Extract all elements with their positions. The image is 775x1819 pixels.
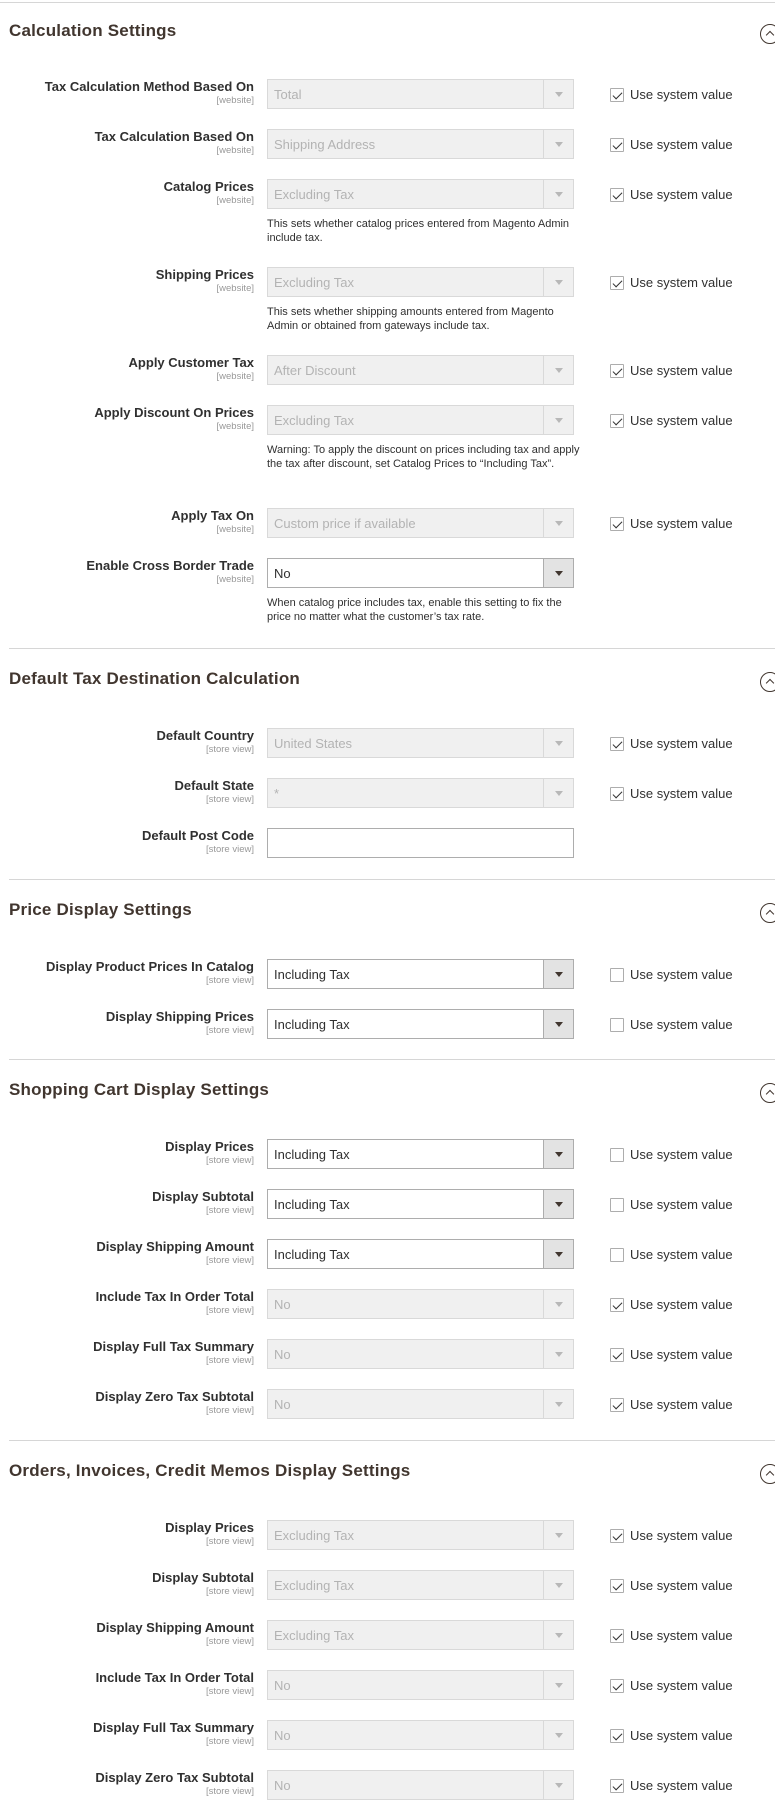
setting-select xyxy=(267,778,574,808)
use-system-value-checkbox[interactable] xyxy=(610,737,624,751)
section-shopping-cart-display-settings xyxy=(0,1059,775,1416)
chevron-down-icon xyxy=(543,1721,573,1749)
setting-label-text: Display Product Prices In Catalog xyxy=(45,959,254,974)
setting-label-text: Apply Discount On Prices xyxy=(94,405,254,420)
select-value: After Discount xyxy=(274,363,356,378)
setting-label-text: Tax Calculation Based On xyxy=(94,129,254,144)
setting-label xyxy=(94,405,254,432)
scope-label: [store view] xyxy=(205,1305,254,1316)
section-title: Default Tax Destination Calculation xyxy=(9,669,301,688)
setting-label-text: Enable Cross Border Trade xyxy=(86,558,254,573)
select-value: Excluding Tax xyxy=(274,1628,354,1643)
use-system-value[interactable] xyxy=(610,1777,733,1795)
select-value: No xyxy=(274,1778,291,1793)
collapse-up-circle-icon[interactable] xyxy=(760,1464,775,1484)
use-system-value-label[interactable]: Use system value xyxy=(630,187,733,203)
select-value: Including Tax xyxy=(274,1017,350,1032)
setting-label xyxy=(86,558,254,585)
use-system-value-label[interactable]: Use system value xyxy=(630,1728,733,1744)
section-calculation-settings xyxy=(0,0,775,623)
use-system-value-checkbox[interactable] xyxy=(610,1629,624,1643)
setting-label-text: Display Shipping Prices xyxy=(105,1009,254,1024)
use-system-value-label[interactable]: Use system value xyxy=(630,413,733,429)
use-system-value-checkbox[interactable] xyxy=(610,1198,624,1212)
select-value: No xyxy=(274,1728,291,1743)
use-system-value-checkbox[interactable] xyxy=(610,1298,624,1312)
setting-select[interactable] xyxy=(267,558,574,588)
use-system-value-label[interactable]: Use system value xyxy=(630,1297,733,1313)
setting-label-text: Catalog Prices xyxy=(163,179,254,194)
chevron-down-icon[interactable] xyxy=(543,1240,573,1268)
setting-note: This sets whether shipping amounts entered from Magento Admin or obtained from gateways include tax. xyxy=(267,306,554,332)
use-system-value-label[interactable]: Use system value xyxy=(630,1778,733,1794)
setting-label xyxy=(164,179,254,206)
use-system-value[interactable] xyxy=(610,274,733,292)
chevron-down-icon xyxy=(543,1771,573,1799)
select-value: Including Tax xyxy=(274,1247,350,1262)
setting-select xyxy=(267,267,574,297)
use-system-value-label[interactable]: Use system value xyxy=(630,1528,733,1544)
chevron-down-icon[interactable] xyxy=(543,559,573,587)
select-value: Including Tax xyxy=(274,967,350,982)
setting-label-text: Apply Tax On xyxy=(171,508,254,523)
setting-label xyxy=(156,267,254,294)
setting-note: When catalog price includes tax, enable this setting to fix the price no matter what the customer’s tax rate. xyxy=(267,597,562,623)
select-value: Excluding Tax xyxy=(274,1578,354,1593)
use-system-value[interactable] xyxy=(610,1016,733,1034)
scope-label: [website] xyxy=(216,524,254,535)
use-system-value-checkbox[interactable] xyxy=(610,1729,624,1743)
chevron-down-icon xyxy=(543,1390,573,1418)
select-value: Including Tax xyxy=(274,1197,350,1212)
use-system-value[interactable] xyxy=(610,1677,733,1695)
setting-label xyxy=(95,1389,254,1416)
select-value: No xyxy=(274,1347,291,1362)
select-value: No xyxy=(274,1397,291,1412)
use-system-value[interactable] xyxy=(610,136,733,154)
collapse-up-circle-icon[interactable] xyxy=(760,1083,775,1103)
section-title: Orders, Invoices, Credit Memos Display Settings xyxy=(9,1461,411,1480)
setting-select xyxy=(267,1620,574,1650)
chevron-down-icon xyxy=(543,729,573,757)
setting-select xyxy=(267,129,574,159)
use-system-value-checkbox[interactable] xyxy=(610,414,624,428)
setting-select[interactable] xyxy=(267,1189,574,1219)
chevron-down-icon[interactable] xyxy=(543,1140,573,1168)
scope-label: [store view] xyxy=(205,1686,254,1697)
setting-select xyxy=(267,179,574,209)
chevron-down-icon xyxy=(543,1621,573,1649)
setting-select xyxy=(267,728,574,758)
use-system-value[interactable] xyxy=(610,1627,733,1645)
select-value: Excluding Tax xyxy=(274,187,354,202)
scope-label: [website] xyxy=(216,283,254,294)
use-system-value-checkbox[interactable] xyxy=(610,517,624,531)
setting-label xyxy=(96,1289,254,1316)
section-orders-invoices-credit-memos-display-settings xyxy=(0,1440,775,1797)
setting-label-text: Default Post Code xyxy=(142,828,254,843)
setting-label xyxy=(129,355,254,382)
use-system-value[interactable] xyxy=(610,1146,733,1164)
use-system-value-label[interactable]: Use system value xyxy=(630,1578,733,1594)
use-system-value-checkbox[interactable] xyxy=(610,968,624,982)
use-system-value[interactable] xyxy=(610,1727,733,1745)
use-system-value-checkbox[interactable] xyxy=(610,1348,624,1362)
setting-label xyxy=(93,1720,254,1747)
chevron-down-icon xyxy=(543,779,573,807)
use-system-value-label[interactable]: Use system value xyxy=(630,1247,733,1263)
setting-label xyxy=(106,1009,254,1036)
chevron-down-icon[interactable] xyxy=(543,1010,573,1038)
setting-label xyxy=(95,129,254,156)
scope-label: [store view] xyxy=(205,1536,254,1547)
select-value: No xyxy=(274,1678,291,1693)
scope-label: [store view] xyxy=(205,844,254,855)
select-value: Including Tax xyxy=(274,1147,350,1162)
setting-label xyxy=(46,959,254,986)
setting-select xyxy=(267,405,574,435)
setting-label-text: Display Full Tax Summary xyxy=(93,1339,254,1354)
section-default-tax-destination-calculation xyxy=(0,648,775,855)
setting-label-text: Apply Customer Tax xyxy=(128,355,254,370)
use-system-value-label[interactable]: Use system value xyxy=(630,1017,733,1033)
section-title: Price Display Settings xyxy=(9,900,192,919)
select-value: Custom price if available xyxy=(274,516,416,531)
chevron-down-icon xyxy=(543,356,573,384)
scope-label: [store view] xyxy=(205,1636,254,1647)
setting-label-text: Display Shipping Amount xyxy=(96,1620,254,1635)
setting-label-text: Include Tax In Order Total xyxy=(95,1670,254,1685)
setting-select xyxy=(267,1720,574,1750)
use-system-value[interactable] xyxy=(610,1346,733,1364)
setting-label-text: Display Full Tax Summary xyxy=(93,1720,254,1735)
use-system-value-checkbox[interactable] xyxy=(610,1579,624,1593)
use-system-value[interactable] xyxy=(610,186,733,204)
select-value: Shipping Address xyxy=(274,137,376,152)
setting-label xyxy=(165,1139,254,1166)
select-value: No xyxy=(274,566,291,581)
use-system-value-label[interactable]: Use system value xyxy=(630,1397,733,1413)
use-system-value-label[interactable]: Use system value xyxy=(630,736,733,752)
select-value: * xyxy=(274,786,280,801)
use-system-value-checkbox[interactable] xyxy=(610,1148,624,1162)
setting-label-text: Display Zero Tax Subtotal xyxy=(95,1770,254,1785)
use-system-value[interactable] xyxy=(610,1396,733,1414)
collapse-up-circle-icon[interactable] xyxy=(760,24,775,44)
setting-label xyxy=(93,1339,254,1366)
section-header[interactable] xyxy=(0,1059,775,1119)
chevron-down-icon xyxy=(543,1571,573,1599)
scope-label: [store view] xyxy=(205,1786,254,1797)
chevron-down-icon xyxy=(543,130,573,158)
use-system-value-label[interactable]: Use system value xyxy=(630,1347,733,1363)
setting-label xyxy=(152,1189,254,1216)
chevron-down-icon xyxy=(543,80,573,108)
scope-label: [store view] xyxy=(205,744,254,755)
use-system-value-label[interactable]: Use system value xyxy=(630,137,733,153)
use-system-value-checkbox[interactable] xyxy=(610,1248,624,1262)
section-header[interactable] xyxy=(0,1440,775,1500)
setting-label-text: Display Subtotal xyxy=(152,1189,254,1204)
section-header[interactable] xyxy=(0,879,775,939)
setting-label xyxy=(171,508,254,535)
setting-select xyxy=(267,1520,574,1550)
use-system-value-label[interactable]: Use system value xyxy=(630,786,733,802)
select-value: Excluding Tax xyxy=(274,1528,354,1543)
scope-label: [website] xyxy=(216,95,254,106)
setting-label-text: Display Subtotal xyxy=(152,1570,254,1585)
use-system-value-checkbox[interactable] xyxy=(610,88,624,102)
scope-label: [store view] xyxy=(205,1736,254,1747)
use-system-value[interactable] xyxy=(610,1196,733,1214)
use-system-value[interactable] xyxy=(610,1527,733,1545)
use-system-value[interactable] xyxy=(610,735,733,753)
use-system-value-label[interactable]: Use system value xyxy=(630,275,733,291)
select-value: No xyxy=(274,1297,291,1312)
use-system-value-label[interactable]: Use system value xyxy=(630,1147,733,1163)
use-system-value-checkbox[interactable] xyxy=(610,1779,624,1793)
setting-select xyxy=(267,79,574,109)
use-system-value[interactable] xyxy=(610,362,733,380)
use-system-value[interactable] xyxy=(610,515,733,533)
scope-label: [store view] xyxy=(205,1155,254,1166)
setting-select xyxy=(267,1670,574,1700)
chevron-down-icon xyxy=(543,1671,573,1699)
setting-label xyxy=(175,778,254,805)
setting-select[interactable] xyxy=(267,1139,574,1169)
scope-label: [store view] xyxy=(205,794,254,805)
select-value: Excluding Tax xyxy=(274,275,354,290)
setting-select[interactable] xyxy=(267,1009,574,1039)
use-system-value[interactable] xyxy=(610,1246,733,1264)
setting-label xyxy=(157,728,255,755)
collapse-up-circle-icon[interactable] xyxy=(760,672,775,692)
setting-label-text: Display Prices xyxy=(165,1520,254,1535)
use-system-value-label[interactable]: Use system value xyxy=(630,1678,733,1694)
scope-label: [store view] xyxy=(205,1586,254,1597)
use-system-value-checkbox[interactable] xyxy=(610,1679,624,1693)
use-system-value-label[interactable]: Use system value xyxy=(630,967,733,983)
scope-label: [website] xyxy=(216,195,254,206)
setting-label-text: Include Tax In Order Total xyxy=(95,1289,254,1304)
chevron-down-icon xyxy=(543,268,573,296)
setting-select xyxy=(267,1570,574,1600)
use-system-value-label[interactable]: Use system value xyxy=(630,363,733,379)
setting-select xyxy=(267,1770,574,1800)
scope-label: [store view] xyxy=(205,1405,254,1416)
use-system-value-checkbox[interactable] xyxy=(610,364,624,378)
section-title: Calculation Settings xyxy=(9,21,177,40)
setting-label xyxy=(96,1239,254,1266)
scope-label: [store view] xyxy=(205,1255,254,1266)
setting-label xyxy=(142,828,254,855)
chevron-down-icon xyxy=(543,1521,573,1549)
chevron-down-icon[interactable] xyxy=(543,1190,573,1218)
use-system-value-label[interactable]: Use system value xyxy=(630,1197,733,1213)
use-system-value-label[interactable]: Use system value xyxy=(630,1628,733,1644)
setting-label-text: Display Shipping Amount xyxy=(96,1239,254,1254)
section-price-display-settings xyxy=(0,879,775,1036)
setting-label-text: Display Zero Tax Subtotal xyxy=(95,1389,254,1404)
scope-label: [store view] xyxy=(205,1025,254,1036)
setting-label xyxy=(165,1520,254,1547)
collapse-up-circle-icon[interactable] xyxy=(760,903,775,923)
setting-label xyxy=(152,1570,254,1597)
scope-label: [store view] xyxy=(205,975,254,986)
setting-label-text: Default State xyxy=(174,778,254,793)
chevron-down-icon xyxy=(543,509,573,537)
select-value: United States xyxy=(274,736,353,751)
section-header[interactable] xyxy=(0,0,775,60)
scope-label: [website] xyxy=(216,574,254,585)
use-system-value[interactable] xyxy=(610,86,733,104)
setting-label-text: Shipping Prices xyxy=(155,267,254,282)
chevron-down-icon xyxy=(543,406,573,434)
scope-label: [website] xyxy=(216,421,254,432)
setting-select xyxy=(267,1389,574,1419)
setting-label-text: Default Country xyxy=(156,728,254,743)
scope-label: [store view] xyxy=(205,1205,254,1216)
use-system-value-checkbox[interactable] xyxy=(610,276,624,290)
setting-select[interactable] xyxy=(267,1239,574,1269)
section-header[interactable] xyxy=(0,648,775,708)
use-system-value-label[interactable]: Use system value xyxy=(630,516,733,532)
setting-select xyxy=(267,508,574,538)
setting-label xyxy=(45,79,254,106)
chevron-down-icon[interactable] xyxy=(543,960,573,988)
use-system-value-checkbox[interactable] xyxy=(610,787,624,801)
chevron-down-icon xyxy=(543,1340,573,1368)
select-value: Total xyxy=(274,87,302,102)
use-system-value-label[interactable]: Use system value xyxy=(630,87,733,103)
chevron-down-icon xyxy=(543,1290,573,1318)
select-value: Excluding Tax xyxy=(274,413,354,428)
setting-label xyxy=(95,1770,254,1797)
setting-select[interactable] xyxy=(267,959,574,989)
setting-note: Warning: To apply the discount on prices including tax and apply the tax after discount, set Catalog Prices to “Including Tax”. xyxy=(267,444,580,470)
use-system-value[interactable] xyxy=(610,966,733,984)
use-system-value-checkbox[interactable] xyxy=(610,1018,624,1032)
use-system-value[interactable] xyxy=(610,785,733,803)
setting-label xyxy=(96,1670,254,1697)
use-system-value[interactable] xyxy=(610,412,733,430)
use-system-value[interactable] xyxy=(610,1296,733,1314)
scope-label: [website] xyxy=(216,371,254,382)
scope-label: [website] xyxy=(216,145,254,156)
scope-label: [store view] xyxy=(205,1355,254,1366)
setting-select xyxy=(267,1289,574,1319)
setting-select xyxy=(267,355,574,385)
use-system-value[interactable] xyxy=(610,1577,733,1595)
use-system-value-checkbox[interactable] xyxy=(610,138,624,152)
section-title: Shopping Cart Display Settings xyxy=(9,1080,270,1099)
post-code-input[interactable] xyxy=(267,828,574,858)
use-system-value-checkbox[interactable] xyxy=(610,1398,624,1412)
chevron-down-icon xyxy=(543,180,573,208)
use-system-value-checkbox[interactable] xyxy=(610,1529,624,1543)
use-system-value-checkbox[interactable] xyxy=(610,188,624,202)
setting-note: This sets whether catalog prices entered from Magento Admin include tax. xyxy=(267,218,570,244)
setting-label-text: Display Prices xyxy=(165,1139,254,1154)
setting-select xyxy=(267,1339,574,1369)
setting-label xyxy=(96,1620,254,1647)
setting-label-text: Tax Calculation Method Based On xyxy=(44,79,254,94)
